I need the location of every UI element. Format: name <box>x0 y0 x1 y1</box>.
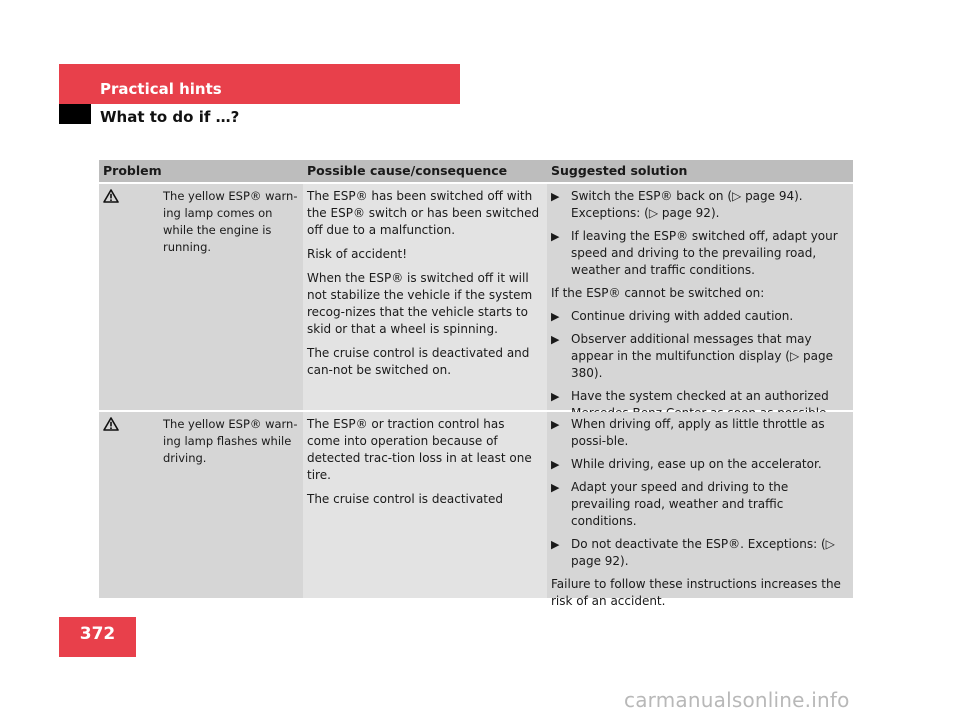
header-black-block <box>59 104 91 124</box>
bullet-arrow-icon: ▶ <box>551 310 560 323</box>
cause-paragraph: The ESP® or traction control has come into operation because of detected trac-tion loss in at least one tire. <box>307 417 532 482</box>
warning-triangle-icon <box>103 416 163 598</box>
section-title: Practical hints <box>100 80 222 98</box>
problem-text: The yellow ESP® warn-ing lamp comes on while the engine is running. <box>163 189 298 254</box>
cause-paragraph: When the ESP® is switched off it will not stabilize the vehicle if the system recog-nizes that the vehicle starts to skid or that a wheel is spinning. <box>307 271 533 336</box>
watermark-text: carmanualsonline.info <box>624 688 850 712</box>
troubleshooting-table <box>99 160 853 608</box>
problem-cell <box>99 184 303 410</box>
solution-item: ▶ Switch the ESP® back on (▷ page 94). Exceptions: (▷ page 92). <box>551 189 803 220</box>
column-header-problem: Problem <box>103 163 162 178</box>
warning-triangle-icon <box>103 188 163 410</box>
solution-item: ▶ While driving, ease up on the accelerator. <box>551 457 822 471</box>
bullet-arrow-icon: ▶ <box>551 458 560 471</box>
bullet-arrow-icon: ▶ <box>551 418 560 431</box>
section-subtitle: What to do if …? <box>100 108 240 126</box>
cause-cell <box>303 184 547 410</box>
problem-text: The yellow ESP® warn-ing lamp flashes while driving. <box>163 417 298 465</box>
bullet-arrow-icon: ▶ <box>551 538 560 551</box>
solution-cell <box>547 412 853 608</box>
table-row <box>99 184 853 410</box>
column-header-solution: Suggested solution <box>551 163 688 178</box>
bullet-arrow-icon: ▶ <box>551 390 560 403</box>
solution-item: ▶ If leaving the ESP® switched off, adapt your speed and driving to the prevailing road, weather and traffic conditions. <box>551 229 838 277</box>
cause-paragraph: Risk of accident! <box>307 247 408 261</box>
bullet-arrow-icon: ▶ <box>551 230 560 243</box>
solution-note: If the ESP® cannot be switched on: <box>551 286 765 300</box>
solution-note: Failure to follow these instructions increases the risk of an accident. <box>551 577 841 608</box>
bullet-arrow-icon: ▶ <box>551 481 560 494</box>
problem-cell <box>99 412 303 598</box>
bullet-arrow-icon: ▶ <box>551 333 560 346</box>
column-header-cause: Possible cause/consequence <box>307 163 508 178</box>
solution-item: ▶ Observer additional messages that may appear in the multifunction display (▷ page 380). <box>551 332 833 380</box>
cause-cell <box>303 412 547 598</box>
cause-paragraph: The cruise control is deactivated and can-not be switched on. <box>307 346 530 377</box>
page-number: 372 <box>79 624 116 644</box>
solution-item: ▶ Do not deactivate the ESP®. Exceptions: (▷ page 92). <box>551 537 835 568</box>
table-header-row <box>99 160 853 182</box>
page-number-badge <box>59 617 136 657</box>
solution-item: ▶ Continue driving with added caution. <box>551 309 794 323</box>
table-row <box>99 412 853 608</box>
cause-paragraph: The ESP® has been switched off with the ESP® switch or has been switched off due to a malfunction. <box>307 189 540 237</box>
solution-item: ▶ When driving off, apply as little throttle as possi-ble. <box>551 417 825 448</box>
solution-item: ▶ Have the system checked at an authorized <box>551 388 847 422</box>
solution-cell <box>547 184 853 410</box>
cause-paragraph: The cruise control is deactivated <box>307 492 504 506</box>
solution-item: ▶ Adapt your speed and driving to the prevailing road, weather and traffic conditions. <box>551 480 789 528</box>
bullet-arrow-icon: ▶ <box>551 190 560 203</box>
